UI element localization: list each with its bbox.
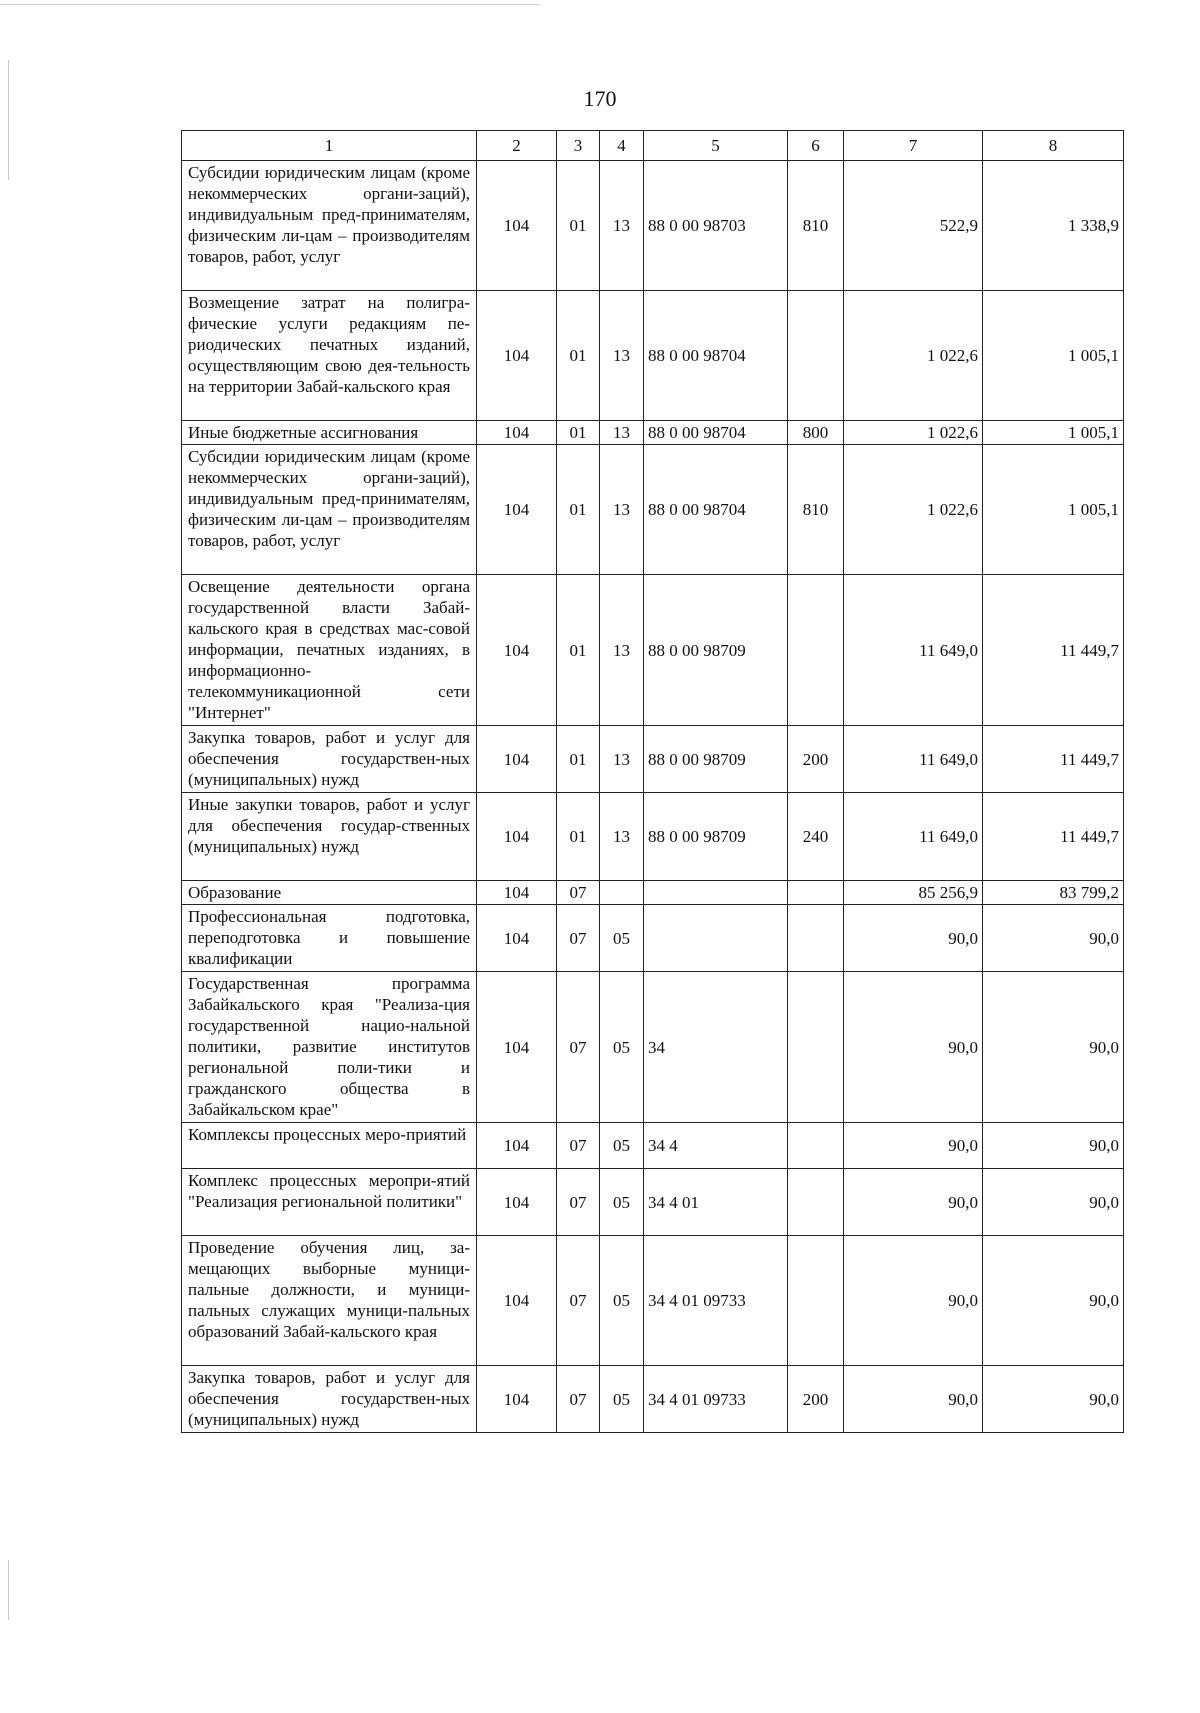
- column-header: 8: [983, 131, 1124, 161]
- amount-year-2: 90,0: [983, 972, 1124, 1123]
- table-row: [182, 291, 1124, 421]
- target-article-code: 34 4 01 09733: [644, 1366, 788, 1433]
- target-article-code: 88 0 00 98709: [644, 726, 788, 793]
- column-header: 1: [182, 131, 477, 161]
- table-row: [182, 1236, 1124, 1366]
- admin-code: 104: [477, 905, 557, 972]
- expense-type-code: [788, 1123, 844, 1169]
- amount-year-1: 1 022,6: [844, 445, 983, 575]
- amount-year-1: 90,0: [844, 1169, 983, 1236]
- amount-year-2: 90,0: [983, 1123, 1124, 1169]
- amount-year-2: 90,0: [983, 905, 1124, 972]
- expense-type-code: 810: [788, 445, 844, 575]
- admin-code: 104: [477, 421, 557, 445]
- target-article-code: 34 4: [644, 1123, 788, 1169]
- table-row: [182, 1123, 1124, 1169]
- row-name: Проведение обучения лиц, за-мещающих выборные муници-пальные должности, и муници-пальных служащих муници-пальных образований Забай-кальского края: [182, 1236, 477, 1366]
- expense-type-code: 800: [788, 421, 844, 445]
- target-article-code: 34 4 01 09733: [644, 1236, 788, 1366]
- table-row: [182, 421, 1124, 445]
- section-code: 07: [557, 1169, 600, 1236]
- admin-code: 104: [477, 881, 557, 905]
- amount-year-1: 90,0: [844, 1366, 983, 1433]
- amount-year-1: 522,9: [844, 161, 983, 291]
- table-row: [182, 726, 1124, 793]
- row-name: Государственная программа Забайкальского края "Реализа-ция государственной нацио-нальной политики, развитие институтов региональной поли-тики и гражданского общества в Забайкальском крае": [182, 972, 477, 1123]
- amount-year-1: 90,0: [844, 972, 983, 1123]
- amount-year-1: 90,0: [844, 1123, 983, 1169]
- subsection-code: 05: [600, 905, 644, 972]
- amount-year-2: 90,0: [983, 1169, 1124, 1236]
- subsection-code: 13: [600, 421, 644, 445]
- admin-code: 104: [477, 291, 557, 421]
- amount-year-2: 90,0: [983, 1366, 1124, 1433]
- table-row: [182, 445, 1124, 575]
- row-name: Комплекс процессных меропри-ятий "Реализация региональной политики": [182, 1169, 477, 1236]
- target-article-code: 88 0 00 98703: [644, 161, 788, 291]
- admin-code: 104: [477, 1236, 557, 1366]
- amount-year-1: 90,0: [844, 1236, 983, 1366]
- page-number: 170: [583, 86, 617, 111]
- admin-code: 104: [477, 161, 557, 291]
- admin-code: 104: [477, 793, 557, 881]
- amount-year-2: 11 449,7: [983, 726, 1124, 793]
- expense-type-code: [788, 575, 844, 726]
- row-name: Субсидии юридическим лицам (кроме некоммерческих органи-заций), индивидуальным пред-принимателям, физическим ли-цам – производителям товаров, работ, услуг: [182, 445, 477, 575]
- section-code: 07: [557, 1123, 600, 1169]
- subsection-code: 13: [600, 291, 644, 421]
- row-name: Образование: [182, 881, 477, 905]
- section-code: 07: [557, 972, 600, 1123]
- section-code: 01: [557, 161, 600, 291]
- table-row: [182, 793, 1124, 881]
- table-row: [182, 972, 1124, 1123]
- admin-code: 104: [477, 726, 557, 793]
- column-header: 7: [844, 131, 983, 161]
- expense-type-code: [788, 1169, 844, 1236]
- section-code: 07: [557, 1236, 600, 1366]
- column-number-row: [182, 131, 1124, 161]
- amount-year-1: 1 022,6: [844, 421, 983, 445]
- subsection-code: [600, 881, 644, 905]
- admin-code: 104: [477, 575, 557, 726]
- column-header: 2: [477, 131, 557, 161]
- expense-type-code: 200: [788, 1366, 844, 1433]
- column-header: 5: [644, 131, 788, 161]
- row-name: Возмещение затрат на полигра-фические услуги редакциям пе-риодических печатных изданий, осуществляющим свою дея-тельность на территории Забай-кальского края: [182, 291, 477, 421]
- column-header: 6: [788, 131, 844, 161]
- row-name: Комплексы процессных меро-приятий: [182, 1123, 477, 1169]
- section-code: 01: [557, 793, 600, 881]
- target-article-code: [644, 881, 788, 905]
- row-name: Освещение деятельности органа государственной власти Забай-кальского края в средствах мас-совой информации, печатных изданиях, в информационно-телекоммуникационной сети "Интернет": [182, 575, 477, 726]
- expense-type-code: [788, 972, 844, 1123]
- admin-code: 104: [477, 1123, 557, 1169]
- row-name: Закупка товаров, работ и услуг для обеспечения государствен-ных (муниципальных) нужд: [182, 726, 477, 793]
- section-code: 01: [557, 445, 600, 575]
- section-code: 01: [557, 421, 600, 445]
- section-code: 07: [557, 1366, 600, 1433]
- section-code: 01: [557, 575, 600, 726]
- target-article-code: 34: [644, 972, 788, 1123]
- subsection-code: 05: [600, 1236, 644, 1366]
- column-header: 3: [557, 131, 600, 161]
- row-name: Закупка товаров, работ и услуг для обеспечения государствен-ных (муниципальных) нужд: [182, 1366, 477, 1433]
- amount-year-2: 83 799,2: [983, 881, 1124, 905]
- admin-code: 104: [477, 1366, 557, 1433]
- amount-year-2: 1 005,1: [983, 445, 1124, 575]
- subsection-code: 13: [600, 575, 644, 726]
- subsection-code: 13: [600, 445, 644, 575]
- row-name: Иные бюджетные ассигнования: [182, 421, 477, 445]
- table-row: [182, 161, 1124, 291]
- target-article-code: 34 4 01: [644, 1169, 788, 1236]
- amount-year-2: 1 338,9: [983, 161, 1124, 291]
- subsection-code: 13: [600, 161, 644, 291]
- scan-left-edge: [8, 1560, 9, 1620]
- expense-type-code: 810: [788, 161, 844, 291]
- amount-year-2: 1 005,1: [983, 421, 1124, 445]
- subsection-code: 05: [600, 1123, 644, 1169]
- expense-type-code: 200: [788, 726, 844, 793]
- expense-type-code: [788, 1236, 844, 1366]
- scan-top-line: [0, 4, 540, 5]
- admin-code: 104: [477, 972, 557, 1123]
- table-row: [182, 575, 1124, 726]
- expense-type-code: [788, 905, 844, 972]
- section-code: 07: [557, 905, 600, 972]
- section-code: 01: [557, 726, 600, 793]
- subsection-code: 05: [600, 1169, 644, 1236]
- amount-year-2: 90,0: [983, 1236, 1124, 1366]
- column-header: 4: [600, 131, 644, 161]
- target-article-code: 88 0 00 98709: [644, 575, 788, 726]
- admin-code: 104: [477, 445, 557, 575]
- amount-year-2: 1 005,1: [983, 291, 1124, 421]
- target-article-code: [644, 905, 788, 972]
- amount-year-1: 11 649,0: [844, 575, 983, 726]
- target-article-code: 88 0 00 98709: [644, 793, 788, 881]
- amount-year-1: 11 649,0: [844, 726, 983, 793]
- subsection-code: 13: [600, 793, 644, 881]
- expense-type-code: [788, 881, 844, 905]
- subsection-code: 05: [600, 972, 644, 1123]
- subsection-code: 05: [600, 1366, 644, 1433]
- row-name: Субсидии юридическим лицам (кроме некоммерческих органи-заций), индивидуальным пред-принимателям, физическим ли-цам – производителям товаров, работ, услуг: [182, 161, 477, 291]
- admin-code: 104: [477, 1169, 557, 1236]
- target-article-code: 88 0 00 98704: [644, 445, 788, 575]
- expense-type-code: [788, 291, 844, 421]
- scan-left-edge: [8, 60, 9, 180]
- table-row: [182, 905, 1124, 972]
- row-name: Иные закупки товаров, работ и услуг для обеспечения государ-ственных (муниципальных) нужд: [182, 793, 477, 881]
- target-article-code: 88 0 00 98704: [644, 421, 788, 445]
- target-article-code: 88 0 00 98704: [644, 291, 788, 421]
- amount-year-1: 90,0: [844, 905, 983, 972]
- section-code: 01: [557, 291, 600, 421]
- table-row: [182, 1169, 1124, 1236]
- expense-type-code: 240: [788, 793, 844, 881]
- amount-year-2: 11 449,7: [983, 575, 1124, 726]
- section-code: 07: [557, 881, 600, 905]
- table-row: [182, 1366, 1124, 1433]
- amount-year-1: 11 649,0: [844, 793, 983, 881]
- row-name: Профессиональная подготовка, переподготовка и повышение квалификации: [182, 905, 477, 972]
- budget-table: [181, 130, 1124, 1433]
- table-row: [182, 881, 1124, 905]
- amount-year-2: 11 449,7: [983, 793, 1124, 881]
- amount-year-1: 85 256,9: [844, 881, 983, 905]
- amount-year-1: 1 022,6: [844, 291, 983, 421]
- subsection-code: 13: [600, 726, 644, 793]
